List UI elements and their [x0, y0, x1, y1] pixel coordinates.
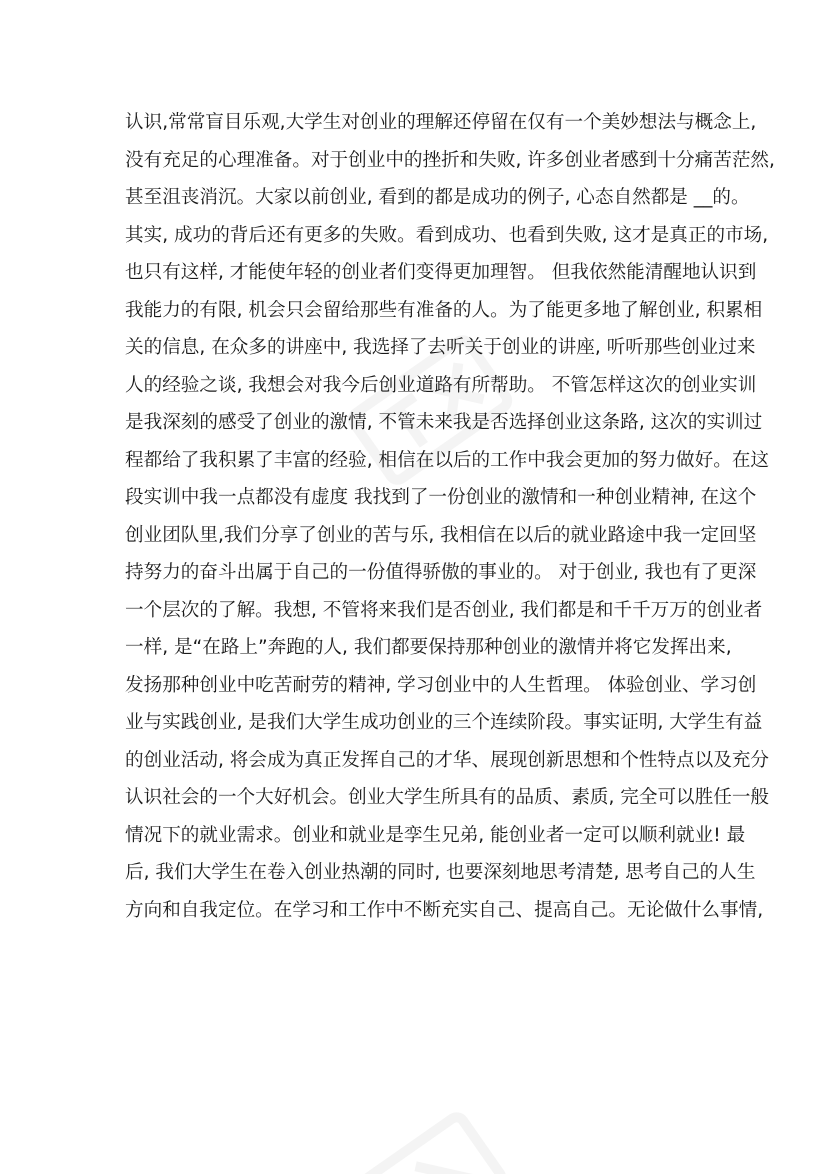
text-line: 方向和自我定位。在学习和工作中不断充实自己、提高自己。无论做什么事情, [125, 899, 764, 921]
text-line: 认识,常常盲目乐观,大学生对创业的理解还停留在仅有一个美妙想法与概念上, [125, 112, 757, 133]
text-line: 是我深刻的感受了创业的激情, 不管未来我是否选择创业这条路, 这次的实训过 [125, 412, 763, 433]
text-line: 认识社会的一个大好机会。创业大学生所具有的品质、素质, 完全可以胜任一般 [125, 787, 770, 808]
text-line: 发扬那种创业中吃苦耐劳的精神, 学习创业中的人生哲理。 体验创业、学习创 [125, 674, 757, 696]
text-line: 我能力的有限, 机会只会留给那些有准备的人。为了能更多地了解创业, 积累相 [125, 299, 763, 321]
text-line: 情况下的就业需求。创业和就业是孪生兄弟, 能创业者一定可以顺利就业! 最 [125, 824, 746, 846]
text-line: 程都给了我积累了丰富的经验, 相信在以后的工作中我会更加的努力做好。在这 [125, 449, 770, 471]
text-line: 后, 我们大学生在卷入创业热潮的同时, 也要深刻地思考清楚, 思考自己的人生 [125, 862, 756, 883]
text-line: 一个层次的了解。我想, 不管将来我们是否创业, 我们都是和千千万万的创业者 [125, 599, 763, 621]
body-text [125, 104, 775, 929]
text-line: 没有充足的心理准备。对于创业中的挫折和失败, 许多创业者感到十分痛苦茫然, [125, 149, 775, 171]
text-line: 甚至沮丧消沉。大家以前创业, 看到的都是成功的例子, 心态自然都是 __的。 [125, 187, 750, 208]
text-line: 也只有这样, 才能使年轻的创业者们变得更加理智。 但我依然能清醒地认识到 [125, 262, 757, 283]
text-line: 持努力的奋斗出属于自己的一份值得骄傲的事业的。 对于创业, 我也有了更深 [125, 562, 757, 583]
text-line: 一样, 是“在路上”奔跑的人, 我们都要保持那种创业的激情并将它发挥出来, [125, 637, 732, 658]
text-line: 创业团队里,我们分享了创业的苦与乐, 我相信在以后的就业路途中我一定回坚 [125, 524, 757, 546]
text-line: 段实训中我一点都没有虚度 我找到了一份创业的激情和一种创业精神, 在这个 [125, 487, 757, 508]
text-line: 业与实践创业, 是我们大学生成功创业的三个连续阶段。事实证明, 大学生有益 [125, 712, 763, 733]
text-line: 关的信息, 在众多的讲座中, 我选择了去听关于创业的讲座, 听听那些创业过来 [125, 337, 756, 358]
text-line: 的创业活动, 将会成为真正发挥自己的才华、展现创新思想和个性特点以及充分 [125, 749, 770, 771]
watermark-seal-bottom [310, 1080, 530, 1174]
text-line: 人的经验之谈, 我想会对我今后创业道路有所帮助。 不管怎样这次的创业实训 [125, 374, 757, 396]
text-line: 其实, 成功的背后还有更多的失败。看到成功、也看到失败, 这才是真正的市场, [125, 224, 769, 246]
